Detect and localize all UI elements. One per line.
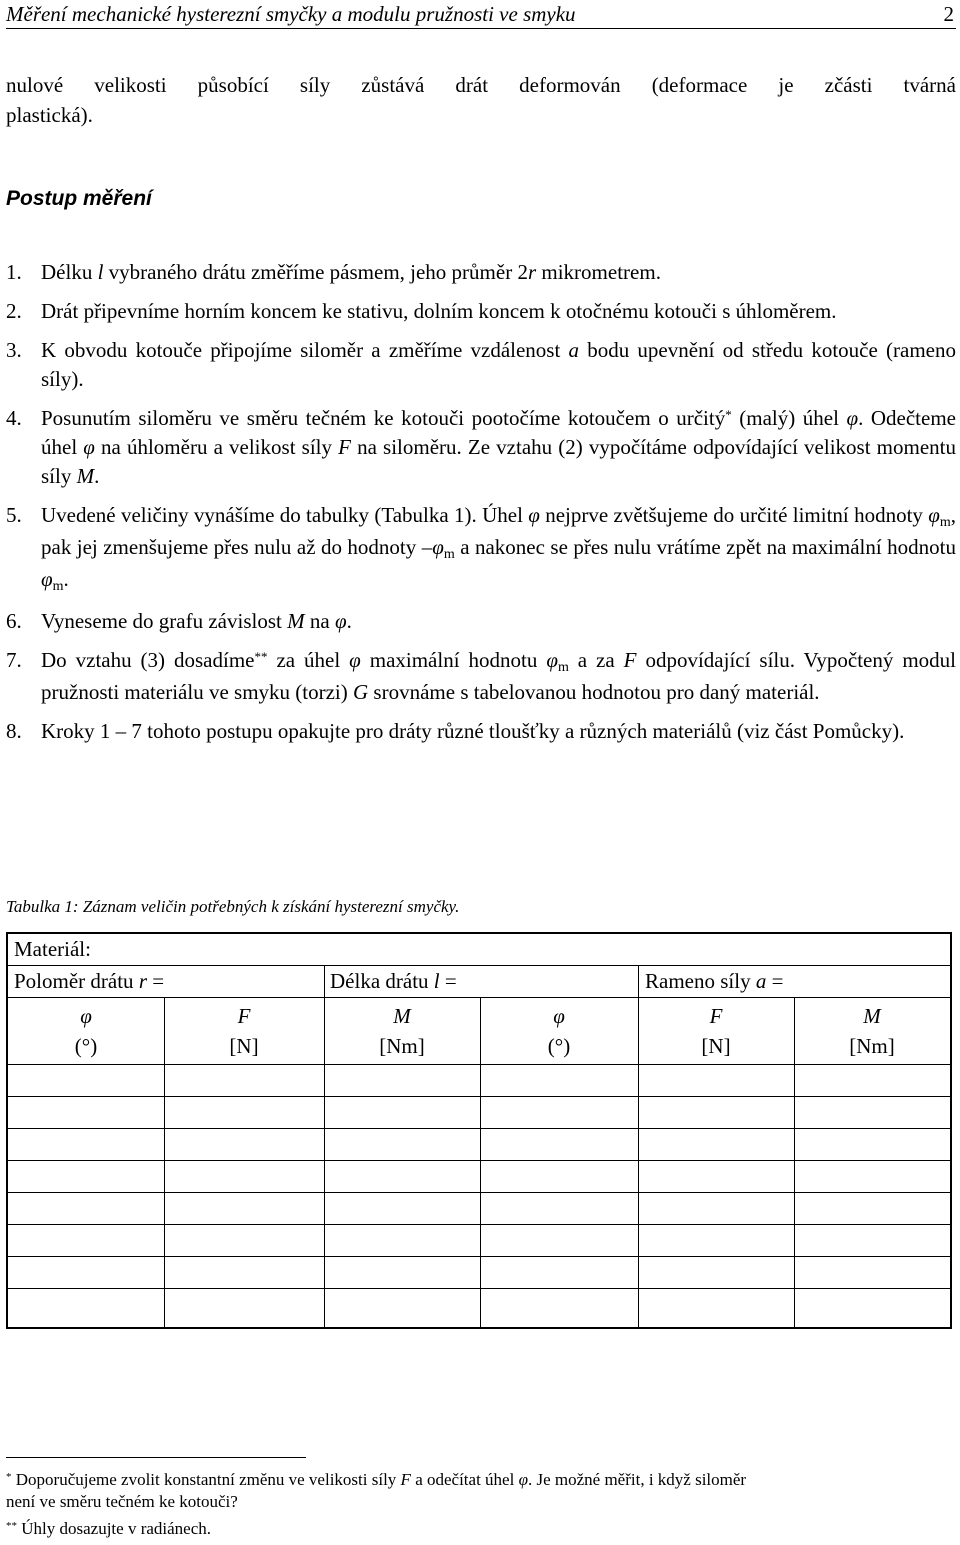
footnote-1 <box>6 1469 956 1513</box>
table-rule <box>8 1256 950 1257</box>
intro-line-2: plastická). <box>6 103 93 127</box>
step-text: Kroky 1 – 7 tohoto postupu opakujte pro dráty různé tloušťky a různých materiálů (viz část Pomůcky). <box>41 719 905 743</box>
step-text: Drát připevníme horním koncem ke stativu, dolním koncem k otočnému kotouči s úhloměrem. <box>41 299 837 323</box>
step-text: . <box>346 609 352 633</box>
step-text: odpovídající sílu. Vypočtený modul pružnosti materiálu ve smyku (torzi) <box>41 648 956 704</box>
step-number: 4. <box>6 406 22 430</box>
footnote-text: a odečítat úhel <box>410 1470 519 1489</box>
page-number: 2 <box>943 2 954 26</box>
step-text: vybraného drátu změříme pásmem, jeho průměr 2 <box>103 260 528 284</box>
step-text: Délku <box>41 260 98 284</box>
symbol-a: a <box>568 338 580 362</box>
table-rule <box>8 1288 950 1289</box>
table-rule <box>324 965 325 997</box>
table-caption: Tabulka 1: Záznam veličin potřebných k získání hysterezní smyčky. <box>6 897 460 916</box>
step-text: nejprve zvětšujeme do určité limitní hodnoty <box>539 503 929 527</box>
step-text: . <box>63 567 69 591</box>
table-rule <box>8 965 950 966</box>
symbol-F: F <box>400 1470 411 1489</box>
step-number: 6. <box>6 609 22 633</box>
column-header <box>8 1001 164 1061</box>
length-cell <box>330 969 457 994</box>
material-label: Materiál: <box>14 937 91 961</box>
column-header <box>794 1001 950 1061</box>
symbol-phi: φ <box>518 1470 528 1489</box>
step-text: srovnáme s tabelovanou hodnotou pro daný materiál. <box>368 680 820 704</box>
footnote-mark: ** <box>6 1520 17 1532</box>
symbol-phi: φ <box>41 567 53 591</box>
symbol-r: r <box>527 260 537 284</box>
column-unit: (°) <box>74 1034 98 1058</box>
subscript-m: m <box>443 547 455 562</box>
column-header <box>324 1001 480 1061</box>
symbol-l: l <box>97 260 104 284</box>
footnote-text: není ve směru tečném ke kotouči? <box>6 1492 238 1511</box>
column-symbol: M <box>863 1004 881 1028</box>
radius-cell <box>14 969 164 994</box>
step-text: Posunutím siloměru ve směru tečném ke kotouči pootočíme kotoučem o určitý <box>41 406 726 430</box>
step-number: 3. <box>6 338 22 362</box>
symbol-l: l <box>433 969 440 993</box>
length-label: Délka drátu <box>330 969 434 993</box>
table-rule <box>8 997 950 998</box>
radius-label: Poloměr drátu <box>14 969 139 993</box>
equals-sign: = <box>439 969 457 993</box>
step-text: mikrometrem. <box>536 260 661 284</box>
step-text: na <box>304 609 335 633</box>
column-symbol: F <box>709 1004 723 1028</box>
symbol-a: a <box>755 969 767 993</box>
symbol-phi: φ <box>83 435 95 459</box>
footnote-text: Úhly dosazujte v radiánech. <box>17 1519 212 1538</box>
step-text: , pak jej zmenšujeme přes nulu až do hodnoty – <box>41 503 956 559</box>
footnote-2 <box>6 1518 956 1540</box>
step-number: 7. <box>6 648 22 672</box>
symbol-G: G <box>353 680 369 704</box>
step-text: bodu upevnění od středu kotouče (rameno síly). <box>41 338 956 391</box>
step-text: . <box>94 464 100 488</box>
column-unit: [N] <box>229 1034 259 1058</box>
running-header <box>6 2 956 29</box>
footnote-ref: * <box>725 407 732 422</box>
column-unit: [Nm] <box>379 1034 425 1058</box>
section-heading: Postup měření <box>6 187 152 210</box>
subscript-m: m <box>52 579 64 594</box>
step-number: 8. <box>6 719 22 743</box>
header-title: Měření mechanické hysterezní smyčky a modulu pružnosti ve smyku <box>6 2 576 26</box>
procedure-steps <box>6 258 956 756</box>
table-rule <box>638 965 639 997</box>
step-5 <box>6 501 956 597</box>
step-text: a za <box>568 648 624 672</box>
measurement-table <box>6 932 952 1329</box>
step-text: za úhel <box>267 648 350 672</box>
column-symbol: M <box>393 1004 411 1028</box>
step-text: a nakonec se přes nulu vrátíme zpět na maximální hodnotu <box>454 535 956 559</box>
column-unit: (°) <box>547 1034 571 1058</box>
step-text: na siloměru. Ze vztahu (2) vypočítáme odpovídající velikost momentu síly <box>41 435 957 488</box>
step-6 <box>6 607 956 636</box>
step-8 <box>6 717 956 746</box>
subscript-m: m <box>557 660 569 675</box>
symbol-r: r <box>138 969 147 993</box>
column-header <box>164 1001 324 1061</box>
table-rule <box>8 1128 950 1129</box>
step-number: 1. <box>6 260 22 284</box>
footnote-separator <box>6 1457 306 1458</box>
step-text: . Odečteme úhel <box>41 406 956 459</box>
column-symbol: φ <box>553 1004 565 1028</box>
step-text: Vyneseme do grafu závislost <box>41 609 288 633</box>
column-header <box>480 1001 638 1061</box>
symbol-phi: φ <box>334 609 347 633</box>
column-header <box>638 1001 794 1061</box>
table-rule <box>8 1064 950 1065</box>
footnote-ref: ** <box>254 649 268 664</box>
arm-label: Rameno síly <box>645 969 756 993</box>
symbol-phi: φ <box>528 503 540 527</box>
step-text: Do vztahu (3) dosadíme <box>41 648 255 672</box>
symbol-M: M <box>76 464 95 488</box>
step-4 <box>6 404 956 491</box>
step-text: K obvodu kotouče připojíme siloměr a změříme vzdálenost <box>41 338 569 362</box>
step-3 <box>6 336 956 394</box>
step-text: na úhloměru a velikost síly <box>94 435 339 459</box>
intro-paragraph <box>6 70 956 130</box>
step-number: 5. <box>6 503 22 527</box>
table-rule <box>8 1224 950 1225</box>
symbol-phi: φ <box>546 648 558 672</box>
equals-sign: = <box>766 969 784 993</box>
table-rule <box>8 1096 950 1097</box>
column-unit: [Nm] <box>849 1034 895 1058</box>
column-unit: [N] <box>701 1034 731 1058</box>
footnote-text: . Je možné měřit, i když siloměr <box>527 1470 747 1489</box>
column-symbol: φ <box>80 1004 92 1028</box>
footnote-mark: * <box>6 1471 12 1483</box>
table-rule <box>8 1160 950 1161</box>
step-text: (malý) úhel <box>731 406 847 430</box>
intro-line-1: nulové velikosti působící síly zůstává drát deformován (deformace je zčásti tvárná <box>6 73 956 97</box>
symbol-F: F <box>338 435 351 459</box>
table-rule <box>8 1192 950 1193</box>
symbol-M: M <box>287 609 305 633</box>
symbol-phi: φ <box>846 406 859 430</box>
step-text: Uvedené veličiny vynášíme do tabulky (Tabulka 1). Úhel <box>41 503 529 527</box>
column-symbol: F <box>237 1004 251 1028</box>
step-1 <box>6 258 956 287</box>
arm-cell <box>645 969 783 994</box>
step-number: 2. <box>6 299 22 323</box>
step-text: maximální hodnotu <box>360 648 547 672</box>
footnote-text: Doporučujeme zvolit konstantní změnu ve velikosti síly <box>11 1470 401 1489</box>
symbol-phi: φ <box>432 535 444 559</box>
symbol-F: F <box>623 648 637 672</box>
step-2 <box>6 297 956 326</box>
step-7 <box>6 646 956 707</box>
symbol-phi: φ <box>349 648 361 672</box>
subscript-m: m <box>939 515 951 530</box>
symbol-phi: φ <box>928 503 940 527</box>
equals-sign: = <box>147 969 165 993</box>
